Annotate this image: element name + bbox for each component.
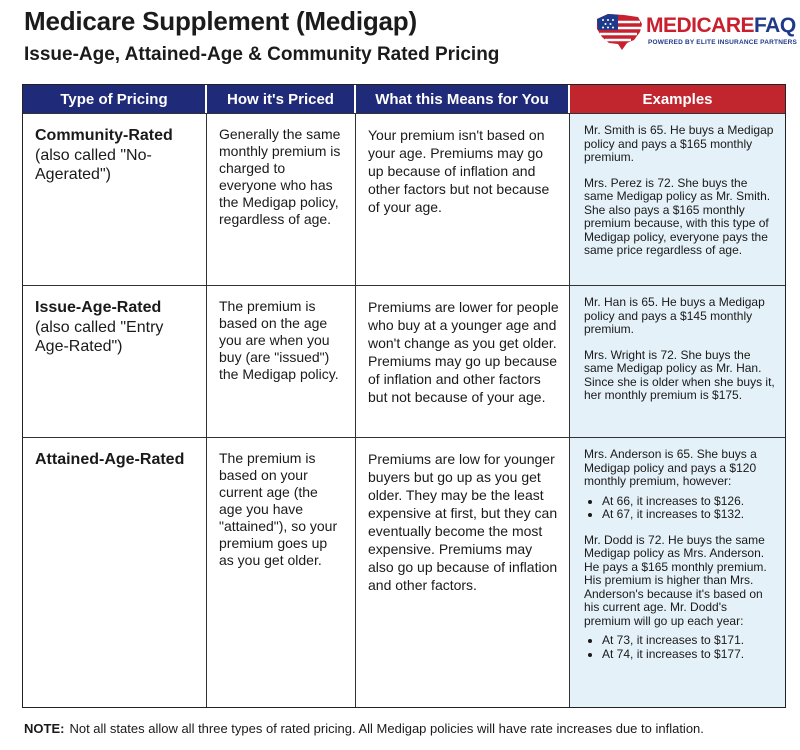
how-priced-text: The premium is based on the age you are when you buy (are "issued") the Medigap policy.: [219, 298, 339, 382]
examples-cell: [570, 286, 785, 437]
how-priced-cell: [207, 438, 356, 707]
how-priced-cell: [207, 114, 356, 285]
logo-brand-medicare: MEDICARE: [646, 14, 755, 37]
example-text: Mr. Dodd is 72. He buys the same Medigap policy as Mrs. Anderson. He pays a $165 monthly premium. His premium is higher than Mrs. Anderson's because it's based on his current age. Mr. Dodd's premium will go up each year:: [584, 532, 767, 628]
footnote: [24, 721, 704, 736]
table-row: [23, 437, 785, 707]
header-what-this-means: What this Means for You: [356, 85, 570, 113]
list-item: • At 73, it increases to $171.: [602, 634, 777, 648]
example-text: Mrs. Anderson is 65. She buys a Medigap policy and pays a $120 monthly premium, however:: [584, 447, 757, 488]
table-row: [23, 113, 785, 285]
medicarefaq-logo[interactable]: [594, 8, 798, 56]
type-name: Attained-Age-Rated: [35, 451, 185, 468]
example-text: Mr. Han is 65. He buys a Medigap policy and pays a $145 monthly premium.: [584, 295, 765, 336]
header-type-of-pricing: Type of Pricing: [23, 85, 207, 113]
note-label: NOTE:: [24, 721, 65, 736]
table-header-row: [23, 85, 785, 113]
meaning-cell: [356, 438, 570, 707]
logo-tagline: POWERED BY ELITE INSURANCE PARTNERS: [648, 39, 798, 46]
list-item: • At 74, it increases to $177.: [602, 648, 777, 662]
examples-cell: [570, 114, 785, 285]
page-subtitle: Issue-Age, Attained-Age & Community Rated Pricing: [24, 44, 500, 65]
type-cell: [23, 438, 207, 707]
logo-brand-faq: FAQ: [754, 14, 796, 37]
pricing-table: [22, 84, 786, 708]
meaning-text: Your premium isn't based on your age. Premiums may go up because of inflation and other factors but not because of your age.: [368, 127, 550, 215]
type-alias: (also called "Entry Age-Rated"): [35, 319, 164, 355]
logo-wordmark: [646, 14, 796, 38]
how-priced-cell: [207, 286, 356, 437]
example-bullet-list: [584, 634, 777, 661]
type-name: Issue-Age-Rated: [35, 299, 162, 316]
how-priced-text: The premium is based on your current age (the age you have "attained"), so your premium goes up as you get older.: [219, 450, 338, 568]
examples-cell: [570, 438, 785, 707]
type-name: Community-Rated: [35, 127, 173, 144]
meaning-cell: [356, 114, 570, 285]
list-item: • At 66, it increases to $126.: [602, 495, 777, 509]
meaning-cell: [356, 286, 570, 437]
table-row: [23, 285, 785, 437]
header-how-priced: How it's Priced: [207, 85, 356, 113]
type-cell: [23, 114, 207, 285]
example-bullet-list: [584, 495, 777, 522]
type-alias: (also called "No-Agerated"): [35, 147, 152, 183]
list-item: • At 67, it increases to $132.: [602, 508, 777, 522]
example-text: Mrs. Perez is 72. She buys the same Medigap policy as Mr. Smith. She also pays a $165 monthly premium because, with this type of Medigap policy, everyone pays the same price regardless of age.: [584, 175, 771, 257]
page-title: Medicare Supplement (Medigap): [24, 6, 417, 36]
note-text: Not all states allow all three types of rated pricing. All Medigap policies will have rate increases due to inflation.: [69, 721, 704, 736]
example-text: Mr. Smith is 65. He buys a Medigap policy and pays a $165 monthly premium.: [584, 123, 774, 164]
meaning-text: Premiums are low for younger buyers but go up as you get older. They may be the least expensive at first, but they can eventually become the most expensive. Premiums may also go up because of inflation and other factors.: [368, 451, 558, 593]
header-examples: Examples: [570, 85, 785, 113]
meaning-text: Premiums are lower for people who buy at a younger age and won't change as you get older. Premiums may go up because of inflation and other factors but not because of your age.: [368, 299, 559, 405]
how-priced-text: Generally the same monthly premium is charged to everyone who has the Medigap policy, regardless of age.: [219, 126, 341, 227]
type-cell: [23, 286, 207, 437]
us-map-flag-icon: [594, 10, 644, 54]
example-text: Mrs. Wright is 72. She buys the same Medigap policy as Mr. Han. Since she is older when she buys it, her monthly premium is $175.: [584, 347, 775, 402]
